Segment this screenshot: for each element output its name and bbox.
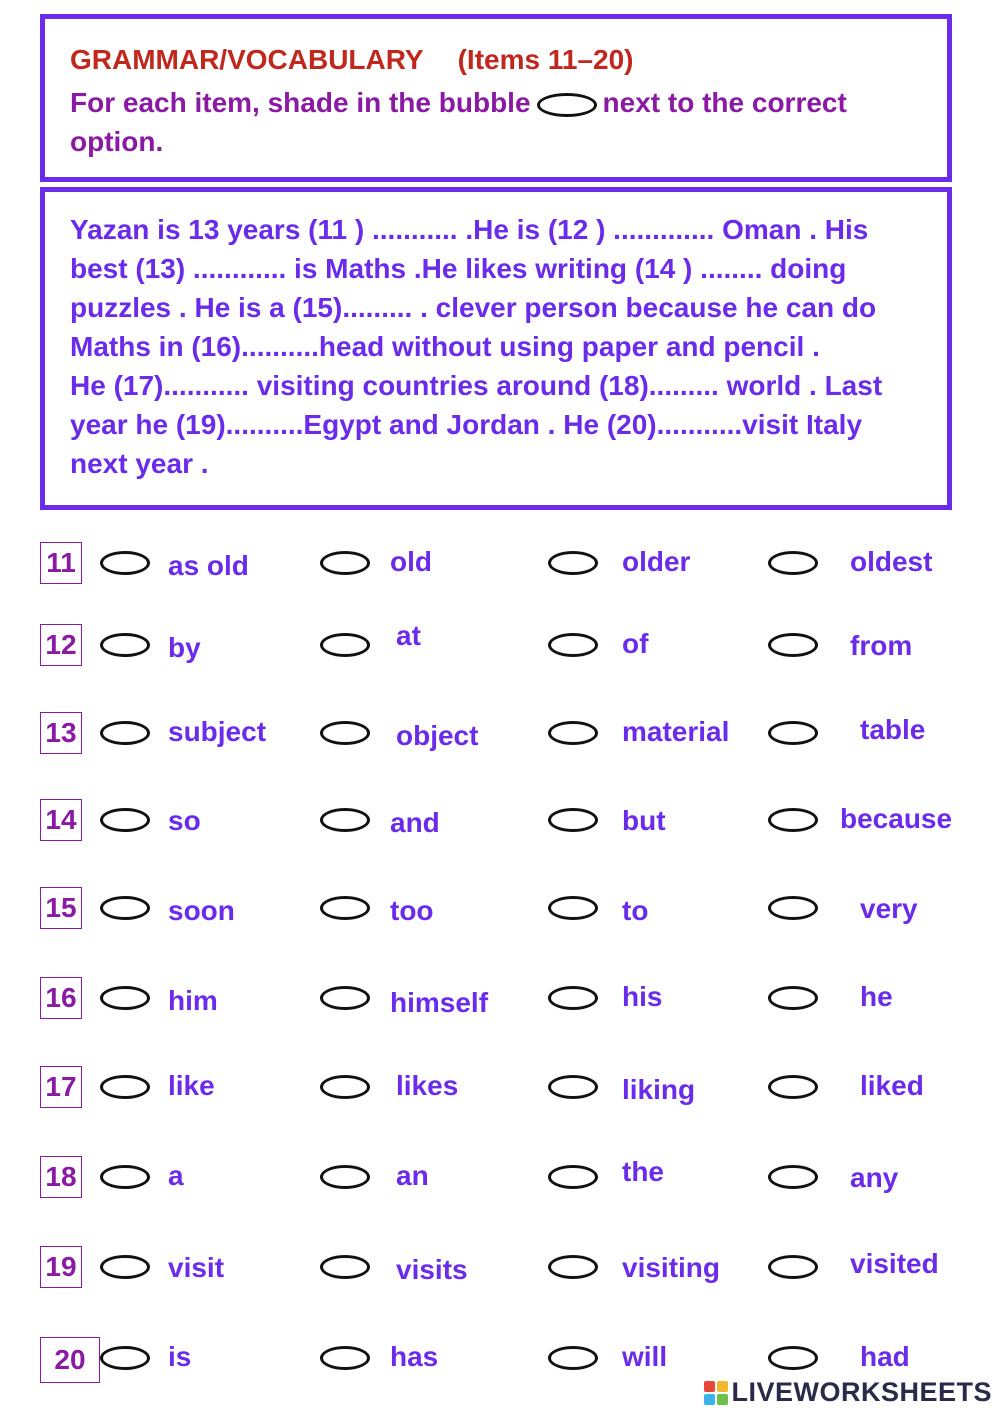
- answer-bubble[interactable]: [100, 896, 150, 920]
- answer-bubble[interactable]: [548, 986, 598, 1010]
- question-number: 15: [40, 887, 82, 929]
- answer-option[interactable]: table: [860, 714, 926, 745]
- answer-option[interactable]: as old: [168, 550, 249, 581]
- answer-option[interactable]: old: [390, 546, 432, 577]
- answer-option[interactable]: is: [168, 1341, 192, 1372]
- answer-bubble[interactable]: [320, 986, 370, 1010]
- answer-bubble[interactable]: [320, 721, 370, 745]
- answer-option[interactable]: visiting: [622, 1252, 721, 1283]
- answer-bubble[interactable]: [768, 551, 818, 575]
- question-number: 20: [40, 1337, 100, 1383]
- question-number: 17: [40, 1066, 82, 1108]
- question-number: 14: [40, 799, 82, 841]
- answer-option[interactable]: he: [860, 981, 893, 1012]
- answer-option[interactable]: will: [622, 1341, 668, 1372]
- answer-option[interactable]: like: [168, 1070, 215, 1101]
- answer-option[interactable]: material: [622, 716, 730, 747]
- answer-option[interactable]: of: [622, 628, 649, 659]
- answer-option[interactable]: very: [860, 893, 918, 924]
- answer-bubble[interactable]: [548, 896, 598, 920]
- answer-option[interactable]: but: [622, 805, 666, 836]
- answer-bubble[interactable]: [548, 1255, 598, 1279]
- answer-option[interactable]: subject: [168, 716, 267, 747]
- answer-bubble[interactable]: [100, 1255, 150, 1279]
- question-number: 11: [40, 542, 82, 584]
- answer-bubble[interactable]: [548, 633, 598, 657]
- answer-bubble[interactable]: [100, 1346, 150, 1370]
- answer-bubble[interactable]: [100, 551, 150, 575]
- answer-bubble[interactable]: [100, 808, 150, 832]
- instructions-box: [40, 14, 952, 182]
- answer-bubble[interactable]: [100, 721, 150, 745]
- answer-bubble[interactable]: [320, 633, 370, 657]
- answer-bubble[interactable]: [768, 1346, 818, 1370]
- question-number: 13: [40, 712, 82, 754]
- answer-option[interactable]: had: [860, 1341, 910, 1372]
- answer-option[interactable]: and: [390, 807, 440, 838]
- answer-bubble[interactable]: [320, 808, 370, 832]
- logo-text: LIVEWORKSHEETS: [731, 1377, 992, 1407]
- answer-option[interactable]: a: [168, 1160, 184, 1191]
- answer-option[interactable]: at: [396, 620, 421, 651]
- answer-bubble[interactable]: [320, 1075, 370, 1099]
- answer-option[interactable]: has: [390, 1341, 439, 1372]
- question-number: 19: [40, 1246, 82, 1288]
- items-range: (Items 11–20): [457, 44, 634, 75]
- instruction-after: next to the correct option.: [70, 87, 847, 157]
- answer-option[interactable]: visit: [168, 1252, 225, 1283]
- answer-option[interactable]: the: [622, 1156, 664, 1187]
- answer-option[interactable]: too: [390, 895, 434, 926]
- instruction-before: For each item, shade in the bubble: [70, 87, 531, 118]
- answer-bubble[interactable]: [768, 1075, 818, 1099]
- answer-bubble[interactable]: [100, 633, 150, 657]
- answer-bubble[interactable]: [100, 1075, 150, 1099]
- answer-option[interactable]: to: [622, 895, 649, 926]
- answer-option[interactable]: oldest: [850, 546, 933, 577]
- answer-option[interactable]: from: [850, 630, 913, 661]
- section-title: [70, 44, 634, 76]
- section-title-text: GRAMMAR/VOCABULARY: [70, 44, 424, 75]
- answer-option[interactable]: soon: [168, 895, 235, 926]
- answer-bubble[interactable]: [548, 1346, 598, 1370]
- answer-bubble[interactable]: [548, 1165, 598, 1189]
- passage-box: [40, 187, 952, 510]
- answer-bubble[interactable]: [320, 1255, 370, 1279]
- answer-bubble[interactable]: [548, 721, 598, 745]
- answer-option[interactable]: visited: [850, 1248, 939, 1279]
- answer-bubble[interactable]: [100, 1165, 150, 1189]
- answer-option[interactable]: himself: [390, 987, 489, 1018]
- question-number: 12: [40, 624, 82, 666]
- answer-option[interactable]: an: [396, 1160, 429, 1191]
- answer-bubble[interactable]: [768, 1165, 818, 1189]
- answer-bubble[interactable]: [320, 1165, 370, 1189]
- bubble-sample-icon: [537, 93, 597, 117]
- answer-option[interactable]: object: [396, 720, 479, 751]
- answer-option[interactable]: older: [622, 546, 691, 577]
- instruction-text: [70, 83, 930, 161]
- liveworksheets-logo: [704, 1377, 992, 1408]
- answer-bubble[interactable]: [548, 551, 598, 575]
- answer-bubble[interactable]: [320, 551, 370, 575]
- answer-option[interactable]: so: [168, 805, 201, 836]
- answer-bubble[interactable]: [768, 808, 818, 832]
- logo-mark-icon: [704, 1381, 728, 1405]
- answer-option[interactable]: by: [168, 632, 201, 663]
- answer-bubble[interactable]: [768, 633, 818, 657]
- answer-bubble[interactable]: [548, 1075, 598, 1099]
- answer-bubble[interactable]: [768, 986, 818, 1010]
- answer-bubble[interactable]: [768, 721, 818, 745]
- answer-option[interactable]: liking: [622, 1074, 696, 1105]
- answer-option[interactable]: because: [840, 803, 953, 834]
- answer-bubble[interactable]: [768, 1255, 818, 1279]
- answer-option[interactable]: visits: [396, 1254, 468, 1285]
- question-number: 16: [40, 977, 82, 1019]
- answer-option[interactable]: his: [622, 981, 663, 1012]
- reading-passage: Yazan is 13 years (11 ) ........... .He is (12 ) ............. Oman . His best (13) ............ is Maths .He likes writing (14 ) ........ doing puzzles . He is a (15)......... . clever person because he can do Maths in (16)..........head without using paper and pencil . He (17)........... visiting countries around (18)......... world . Last year he (19)..........Egypt and Jordan . He (20)...........visit Italy next year .: [70, 214, 883, 479]
- answer-option[interactable]: likes: [396, 1070, 459, 1101]
- answer-bubble[interactable]: [320, 896, 370, 920]
- answer-bubble[interactable]: [768, 896, 818, 920]
- answer-bubble[interactable]: [548, 808, 598, 832]
- answer-bubble[interactable]: [320, 1346, 370, 1370]
- question-number: 18: [40, 1156, 82, 1198]
- answer-option[interactable]: him: [168, 985, 218, 1016]
- answer-bubble[interactable]: [100, 986, 150, 1010]
- answer-option[interactable]: liked: [860, 1070, 924, 1101]
- answer-option[interactable]: any: [850, 1162, 899, 1193]
